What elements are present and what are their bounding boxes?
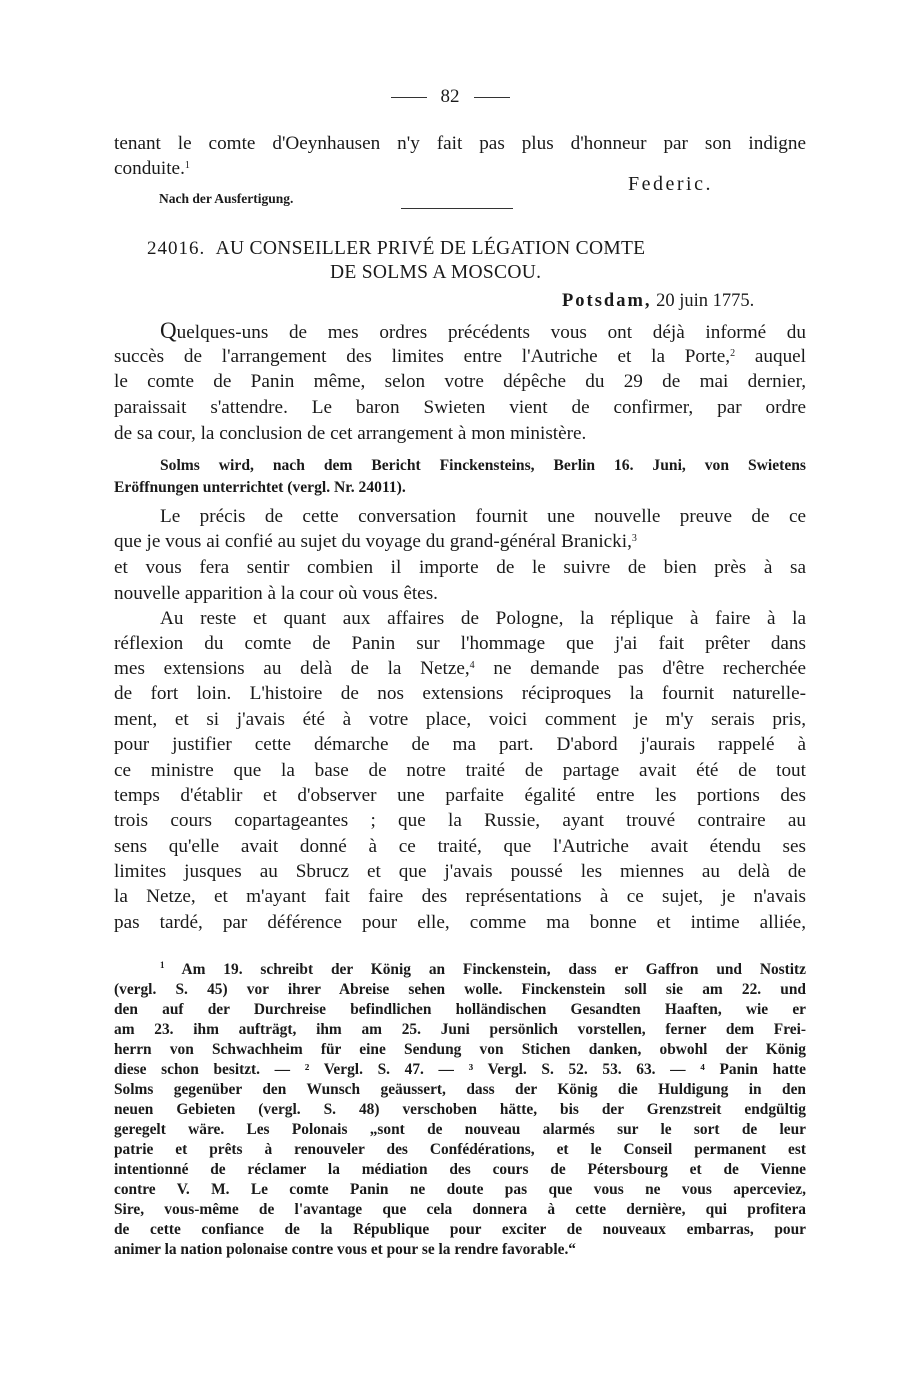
letter-title: AU CONSEILLER PRIVÉ DE LÉGATION COMTE [215, 238, 646, 259]
paragraph-line: limites jusques au Sbrucz et que j'avais poussé les miennes au delà de [114, 861, 806, 882]
paragraph-line: de sa cour, la conclusion de cet arrangement à mon ministère. [114, 423, 587, 444]
footnote-line: den auf der Durchreise befindlichen holländischen Gesandten Haaften, wie er [114, 1001, 806, 1018]
footnote-line: Solms gegenüber den Wunsch geäussert, dass der König die Huldigung in den [114, 1081, 806, 1098]
page-number-dash-right [474, 97, 510, 98]
paragraph-line: ment, et si j'avais été à votre place, voici comment je m'y serais pris, [114, 709, 806, 730]
footnote-line: $^1$ Am 19. schreibt der König an Finckenstein, dass er Gaffron und Nostitz [160, 960, 807, 978]
letter-heading-line [147, 238, 645, 260]
paragraph-line: de fort loin. L'histoire de nos extensions réciproques la fournit naturelle- [114, 683, 806, 704]
footnote-ref: 2 [730, 348, 736, 359]
dateline-date: 20 juin 1775. [656, 291, 755, 311]
paragraph-line: ce ministre que la base de notre traité de partage avait été de tout [114, 760, 806, 781]
footnote-line: de cette confiance de la République pour exciter de nouveaux embarras, pour [114, 1221, 806, 1238]
footnote-ref: 3 [631, 533, 637, 544]
source-note: Nach der Ausfertigung. [159, 191, 294, 206]
paragraph-line: mes extensions au delà de la Netze,$^4$ ne demande pas d'être recherchée [114, 658, 806, 679]
dateline [562, 291, 754, 312]
paragraph-line: pour justifier cette démarche de ma part. D'abord j'aurais rappelé à [114, 734, 806, 755]
dateline-place: Potsdam, [562, 291, 652, 311]
page-number-value: 82 [440, 86, 460, 107]
summary-line: Eröffnungen unterrichtet (vergl. Nr. 24011). [114, 479, 406, 496]
paragraph-line: temps d'établir et d'observer une parfaite égalité entre les portions des [114, 785, 806, 806]
paragraph-line: nouvelle apparition à la cour où vous êtes. [114, 583, 438, 604]
footnote-line: am 23. ihm aufträgt, ihm am 25. Juni persönlich vorstellen, ferner dem Frei- [114, 1021, 806, 1038]
drop-cap: Q [160, 318, 177, 343]
footnote-line: geregelt wäre. Les Polonais „sont de nouveau alarmés sur le sort de leur [114, 1121, 806, 1138]
signature: Federic. [628, 173, 713, 195]
previous-letter-line: tenant le comte d'Oeynhausen n'y fait pas plus d'honneur par son indigne [114, 133, 806, 154]
letter-number: 24016. [147, 238, 206, 259]
letter-heading-line: DE SOLMS A MOSCOU. [330, 262, 542, 283]
footnote-line: diese schon besitzt. — ² Vergl. S. 47. — ³ Vergl. S. 52. 53. 63. — ⁴ Panin hatte [114, 1061, 806, 1078]
footnote-line: neuen Gebieten (vergl. S. 48) verschoben hätte, bis der Grenzstreit endgültig [114, 1101, 806, 1118]
footnote-line: animer la nation polonaise contre vous et pour se la rendre favorable.“ [114, 1241, 577, 1258]
paragraph-line: Le précis de cette conversation fournit une nouvelle preuve de ce [160, 506, 806, 527]
paragraph-line: sens qu'elle avait donné à ce traité, que l'Autriche avait étendu ses [114, 836, 806, 857]
footnote-line: intentionné de réclamer la médiation des cours de Pétersbourg et de Vienne [114, 1161, 806, 1178]
paragraph-line: et vous fera sentir combien il importe de le suivre de bien près à sa [114, 557, 806, 578]
paragraph-line: la Netze, et m'ayant fait faire des représentations à ce sujet, je n'avais [114, 886, 806, 907]
summary-line: Solms wird, nach dem Bericht Finckensteins, Berlin 16. Juni, von Swietens [160, 457, 806, 474]
paragraph-line: Au reste et quant aux affaires de Pologne, la réplique à faire à la [160, 608, 806, 629]
paragraph-line: trois cours copartageantes ; que la Russie, ayant trouvé contraire au [114, 810, 806, 831]
page-number-dash-left [391, 97, 427, 98]
paragraph-line: réflexion du comte de Panin sur l'hommage que j'ai fait prêter dans [114, 633, 806, 654]
paragraph-line: pas tardé, par déférence pour elle, comme ma bonne et intime alliée, [114, 912, 806, 933]
previous-letter-text: conduite. [114, 158, 185, 179]
section-divider [401, 208, 513, 209]
footnote-ref: 1 [184, 160, 190, 171]
footnote-line: (vergl. S. 45) vor ihrer Abreise sehen wolle. Finckenstein soll sie am 22. und [114, 981, 806, 998]
footnote-ref: 4 [469, 660, 475, 671]
paragraph-line: paraissait s'attendre. Le baron Swieten vient de confirmer, par ordre [114, 397, 806, 418]
footnote-line: herrn von Schwachheim für eine Sendung von Stichen danken, obwohl der König [114, 1041, 806, 1058]
paragraph-line: succès de l'arrangement des limites entre l'Autriche et la Porte,$^2$ auquel [114, 346, 807, 367]
footnote-marker: 1 [160, 960, 165, 970]
footnote-line: contre V. M. Le comte Panin ne doute pas que vous ne vous aperceviez, [114, 1181, 806, 1198]
paragraph-line: que je vous ai confié au sujet du voyage du grand-général Branicki,$^3$ [114, 531, 637, 552]
paragraph-line: le comte de Panin même, selon votre dépêche du 29 de mai dernier, [114, 371, 806, 392]
footnote-line: Sire, vous-même de l'avantage que cela donnera à cette dernière, qui profitera [114, 1201, 806, 1218]
footnote-line: patrie et prêts à renouveler des Confédérations, et le Conseil permanent est [114, 1141, 806, 1158]
paragraph-line: Quelques-uns de mes ordres précédents vous ont déjà informé du [160, 318, 806, 343]
page-number [0, 86, 900, 108]
